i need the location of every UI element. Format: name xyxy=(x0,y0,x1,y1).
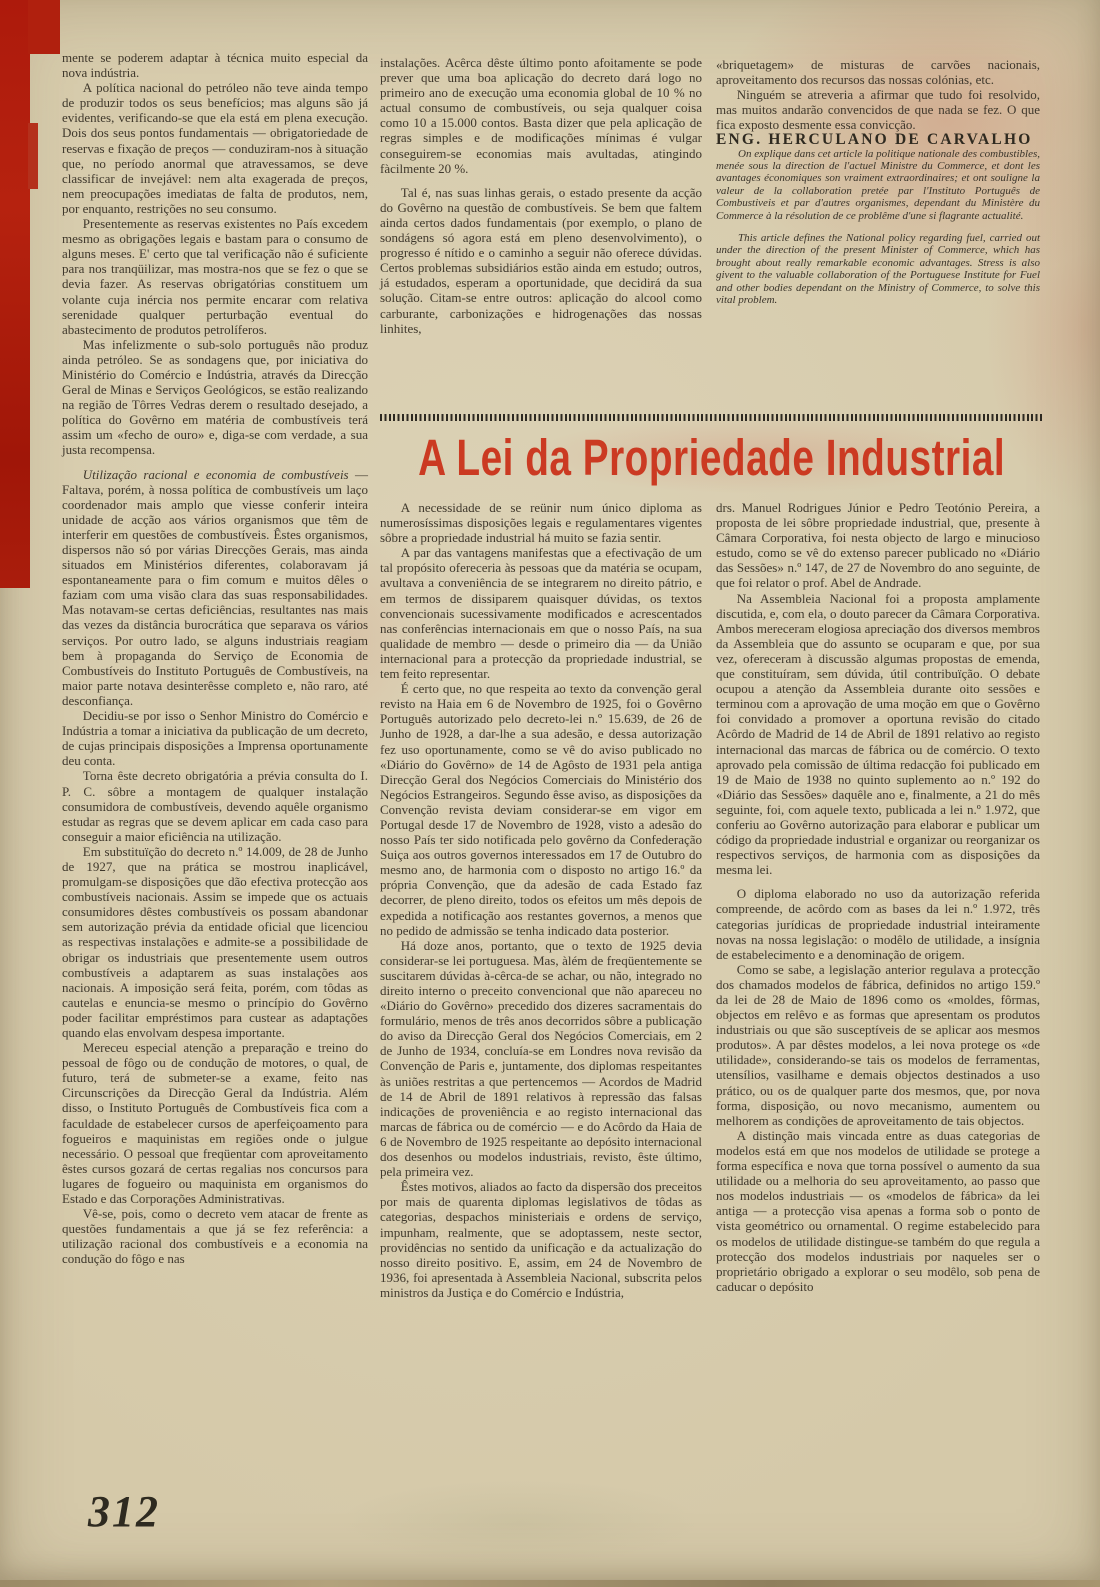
body-paragraph: Decidiu-se por isso o Senhor Ministro do Comércio e Indústria a tomar a iniciativa da publicação de um decreto, de cujas principais disposições a Imprensa oportunamente deu conta. xyxy=(62,708,368,769)
body-paragraph: É certo que, no que respeita ao texto da convenção geral revisto na Haia em 6 de Novembro de 1925, foi o Govêrno Português autorizado pelo decreto-lei n.º 15.639, de 26 de Junho de 1928, a dar-lhe a sua adesão, e dessa autorização fez uso oportunamente, como se vê do aviso publicado no «Diário do Govêrno» de 14 de Agôsto de 1931 pela antiga Direcção Geral dos Negócios Comerciais do Ministério dos Negócios Estrangeiros. Segundo êsse aviso, as disposições da Convenção revista deviam considerar-se em vigor em Portugal desde 17 de Novembro de 1928, visto a adesão do nosso País ter sido notificada pelo govêrno da Confederação Suiça aos outros governos interessados em 17 de Outubro do mesmo ano, de harmonia com o disposto no artigo 16.º da própria Convenção, que da adesão de cada Estado faz decorrer, de pleno direito, todos os efeitos um mês depois de expedida a notificação aos restantes governos, a menos que no pedido de admissão se tenha indicado data posterior. xyxy=(380,681,702,938)
body-paragraph: Utilização racional e economia de combustíveis — Faltava, porém, à nossa política de combustíveis um laço coordenador mais amplo que viesse conferir inteira unidade de acção aos vários organismos que têm de interferir em questões de combustíveis. Êstes organismos, dispersos não só por várias Direcções Gerais, mas ainda situados em Ministérios diferentes, colaboravam já espontaneamente para o fim comum e muitos dêles o faziam com uma visão clara das suas responsabilidades. Mas notavam-se certas deficiências, resultantes nas mais das vezes da distância burocrática que separava os vários serviços. Por outro lado, se alguns industriais reagiam bem à propaganda do Serviço de Economia de Combustíveis do Instituto Português de Combustíveis, na maior parte notava desinterêsse completo e, não raro, até desconfiança. xyxy=(62,466,368,708)
body-paragraph: drs. Manuel Rodrigues Júnior e Pedro Teotónio Pereira, a proposta de lei sôbre propriedade industrial, que, presente à Câmara Corporativa, foi nesta objecto de largo e minucioso estudo, como se vê do extenso parecer publicado no «Diário das Sessões» n.º 147, de 27 de Novembro do ano seguinte, de que foi relator o prof. Abel de Andrade. xyxy=(716,500,1040,591)
right-column-top xyxy=(716,57,1040,316)
english-summary: This article defines the National policy regarding fuel, carried out under the direction of the present Minister of Commerce, which has brought about really remarkable economic advantages. Stress is also givent to the valuable collaboration of the Portuguese Institute for Fuel and other bodies dependant on the Ministry of Commerce, to solve this vital problem. xyxy=(716,232,1040,307)
article-title: A Lei da Propriedade Industrial xyxy=(417,430,1006,487)
body-paragraph: Êstes motivos, aliados ao facto da dispersão dos preceitos por mais de quarenta diplomas legislativos de tôdas as categorias, despachos ministeriais e ordens de serviço, impunham, realmente, que se adoptassem, neste sector, providências no sentido da unificação e da actualização do nosso direito positivo. E, assim, em 24 de Novembro de 1936, foi apresentada à Assembleia Nacional, subscrita pelos ministros da Justiça e do Comércio e Indústria, xyxy=(380,1179,702,1300)
body-paragraph: «briquetagem» de misturas de carvões nacionais, aproveitamento dos recursos das nossas colónias, etc. xyxy=(716,57,1040,88)
body-paragraph: A distinção mais vincada entre as duas categorias de modelos está em que nos modelos de utilidade se protege a forma específica e nova que torna possível o aumento da sua utilidade ou a melhoria do seu aproveitamento, ao passo que nos modelos industriais — os «modelos de fábrica» da lei antiga — a protecção visa apenas a forma sob o ponto de vista geométrico ou ornamental. O regime estabelecido para os modelos de utilidade distingue-se também do que regula a protecção dos modelos industriais por naqueles ser o proprietário obrigado a explorar o seu modêlo, sob pena de caducar o depósito xyxy=(716,1127,1040,1294)
french-summary: On explique dans cet article la politique nationale des combustibles, menée sous la direction de l'actuel Ministre du Commerce, et dont les avantages économiques son vraiment extraordinaires; et ont souligne la valeur de la collaboration pretée par l'Instituto Português de Combustiveis et par d'autres organismes, dependant du Ministère du Commerce à la résolution de ce problême d'une si flagrante actualité. xyxy=(716,147,1040,222)
red-spine-mark-side-notch xyxy=(28,123,38,189)
body-paragraph: Como se sabe, a legislação anterior regulava a protecção dos chamados modelos de fábrica, definidos no artigo 159.º da lei de 28 de Maio de 1896 como os «moldes, fôrmas, objectos em relêvo e as formas que apresentam os produtos industriais ou que são susceptíveis de se aplicar aos mesmos produtos». A par dêstes modelos, a lei nova protege os «de utilidade», considerando-se tais os modelos de ferramentas, utensílios, vasilhame e demais objectos destinados a uso prático, ou os de qualquer parte dos mesmos, que, por nova forma, disposição, ou novo mecanismo, aumentem ou melhorem as condições de aproveitamento de tais objectos. xyxy=(716,961,1040,1128)
body-paragraph: Mas infelizmente o sub-solo português não produz ainda petróleo. Se as sondagens que, por iniciativa do Ministério do Comércio e Indústria, através da Direcção Geral de Minas e Serviços Geológicos, se estão realizando na região de Tôrres Vedras derem o resultado desejado, a política do Govêrno em matéria de combustíveis terá assim um «fecho de ouro» e, diga-se com verdade, a sua justa recompensa. xyxy=(62,336,368,458)
author-signature: ENG. HERCULANO DE CARVALHO xyxy=(716,131,1033,149)
body-paragraph: Tal é, nas suas linhas gerais, o estado presente da acção do Govêrno na questão de combustíveis. Se bem que faltem ainda certos dados fundamentais (por exemplo, o plano de sondágens só agora está em pleno desenvolvimento), o progresso é nítido e o caminho a seguir não oferece dúvidas. Certos problemas subsidiários estão ainda em estudo; outros, já estudados, esperam a oportunidade, que decidirá da sua solução. Citam-se entre outros: aplicação do alcool como carburante, carbonizações e hidrogenações das nossas linhites, xyxy=(380,184,702,336)
body-paragraph: Há doze anos, portanto, que o texto de 1925 devia considerar-se lei portuguesa. Mas, àlém de freqüentemente se suscitarem dúvidas à-cêrca-de se achar, ou não, integrado no direito interno o preceito convencional que não apareceu no «Diário do Govêrno» precedido dos dizeres sacramentais do formulário, menos de três anos decorridos sôbre a publicação do aviso da Direcção Geral dos Negócios Comerciais, em 2 de Junho de 1934, concluía-se em Londres nova revisão da Convenção de Paris e, juntamente, dos diplomas respeitantes às uniões restritas a que pertencemos — Acordos de Madrid de 14 de Abril de 1891 relativos à repressão das falsas indicações de proveniência e ao registo internacional das marcas de fábrica ou de comércio — e do Acôrdo da Haia de 6 de Novembro de 1925 respeitante ao depósito internacional dos desenhos ou modelos industriais, revisto, êste último, pela primeira vez. xyxy=(380,937,702,1180)
body-paragraph: instalações. Acêrca dêste último ponto afoitamente se pode prever que uma boa aplicação do decreto dará logo no primeiro ano de execução uma economia global de 10 % no actual consumo de combustíveis, ou seja qualquer coisa como 10 a 15.000 contos. Basta dizer que pela aplicação de regras simples e de modificações mínimas é vulgar conseguirem-se economias mais avultadas, atingindo fàcilmente 20 %. xyxy=(380,55,702,176)
page-number: 312 xyxy=(88,1487,160,1536)
middle-column-top xyxy=(380,55,702,336)
body-paragraph: O diploma elaborado no uso da autorização referida compreende, de acôrdo com as bases da lei n.º 1.972, três categorias jurídicas de propriedade industrial inteiramente novas na nossa legislação: o modêlo de utilidade, a insígnia de estabelecimento e a denominação de origem. xyxy=(716,886,1040,962)
dotted-divider xyxy=(380,414,1043,421)
section-lead-italic: Utilização racional e economia de combustíveis xyxy=(82,466,349,482)
body-paragraph: A política nacional do petróleo não teve ainda tempo de produzir todos os seus benefícios; mas alguns são já evidentes, verificando-se que ela está em plena execução. Dois dos seus pontos fundamentais — obrigatoriedade de reservas e fixação de preços — conduziram-nos à situação que, no período anormal que atravessamos, se deve classificar de invejável: nem alta exagerada de preços, nem preocupações imediatas de falta de produtos, nem, por enquanto, restrições no seu consumo. xyxy=(62,80,368,216)
body-paragraph: Presentemente as reservas existentes no País excedem mesmo as obrigações legais e bastam para o consumo de alguns meses. E' certo que tal verificação não é suficiente para nos tranqüilizar, mas mostra-nos que se fez o que se devia fazer. As reservas obrigatórias constituem um volante cuja inércia nos permite encarar com relativa serenidade qualquer perturbação eventual do abastecimento de produtos petrolíferos. xyxy=(62,216,368,337)
article-column-right xyxy=(716,500,1040,1294)
red-spine-mark xyxy=(0,0,30,588)
body-paragraph: Vê-se, pois, como o decreto vem atacar de frente as questões fundamentais a que já se fez referência: a utilização racional dos combustíveis e a economia na condução do fôgo e nas xyxy=(62,1206,368,1267)
left-column xyxy=(62,50,368,1267)
body-paragraph: A necessidade de se reünir num único diploma as numerosíssimas disposições legais e regulamentares vigentes sôbre a propriedade industrial há muito se fazia sentir. xyxy=(380,500,702,546)
body-paragraph: Na Assembleia Nacional foi a proposta amplamente discutida, e, com ela, o douto parecer da Câmara Corporativa. Ambos mereceram elogiosa apreciação dos diversos membros da Assembleia que do assunto se ocuparam e que, por sua vez, ofereceram à discussão algumas propostas de emenda, que constituíram, sem dúvida, útil contribuïção. O debate ocupou a atenção da Assembleia durante oito sessões e terminou com a aprovação de uma moção em que o Govêrno foi convidado a promover a oportuna revisão do citado Acôrdo de Madrid de 14 de Abril de 1891 relativo ao registo internacional das marcas de fábrica ou de comércio. O texto aprovado pela comissão de última redacção foi publicado em 19 de Maio de 1938 no quinto suplemento ao n.º 192 do «Diário das Sessões» daquêle ano e, finalmente, a 21 do mês seguinte, foi, com aquele texto, publicada a lei n.º 1.972, que conferiu ao Govêrno autorização para elaborar e publicar um código da propriedade industrial e organizar ou reorganizar os respectivos serviços, de harmonia com as disposições da mesma lei. xyxy=(716,590,1040,878)
body-paragraph: mente se poderem adaptar à técnica muito especial da nova indústria. xyxy=(62,50,368,81)
article-column-left xyxy=(380,500,702,1300)
page-bottom-edge xyxy=(0,1580,1100,1587)
body-paragraph: Torna êste decreto obrigatória a prévia consulta do I. P. C. sôbre a montagem de qualquer instalação consumidora de combustíveis, devendo aquêle organismo estudar as regras que se devem aplicar em cada caso para conseguir a maior eficiência na utilização. xyxy=(62,768,368,844)
red-spine-mark-top-notch xyxy=(28,0,60,54)
body-paragraph: Ninguém se atreveria a afirmar que tudo foi resolvido, mas muitos andarão convencidos de que nada se fez. O que fica exposto desmente essa convicção. xyxy=(716,87,1040,133)
body-paragraph: A par das vantagens manifestas que a efectivação de um tal propósito ofereceria às pessoas que da matéria se ocupam, avultava a conveniência de se integrarem no direito pátrio, e em termos de dissiparem quaisquer dúvidas, os textos convencionais sucessivamente modificados e acrescentados nas conferências internacionais em que o nosso País, na sua qualidade de membro — desde o primeiro dia — da União internacional para a protecção da propriedade industrial, se tem feito representar. xyxy=(380,545,702,682)
body-paragraph: Mereceu especial atenção a preparação e treino do pessoal de fôgo ou de condução de motores, o qual, de futuro, terá de submeter-se a exame, feito nas Circunscrições da Direcção Geral da Indústria. Além disso, o Instituto Português de Combustíveis fica com a faculdade de estabelecer cursos de aperfeiçoamento para fogueiros e maquinistas em regiões onde o julgue necessário. O pessoal que freqüentar com aproveitamento êstes cursos gozará de certas regalias nos concursos para lugares de fogueiro ou maquinista em organismos do Estado e das Corporações Administrativas. xyxy=(62,1040,368,1207)
body-paragraph: Em substituïção do decreto n.º 14.009, de 28 de Junho de 1927, que na prática se mostrou inaplicável, promulgam-se disposições que dão efectiva protecção aos combustíveis nacionais. Assim se impede que os actuais consumidores dêstes combustíveis os possam abandonar sem autorização prévia da entidade oficial que licenciou as respectivas instalações e admite-se a possibilidade de obrigar os industriais que presentemente usem outros combustíveis a adaptarem as suas instalações aos nacionais. A imposição será feita, porém, com tôdas as cautelas e enuncia-se mesmo o princípio do Govêrno poder facilitar empréstimos para custear as adaptações quando elas envolvam despesa importante. xyxy=(62,843,368,1040)
